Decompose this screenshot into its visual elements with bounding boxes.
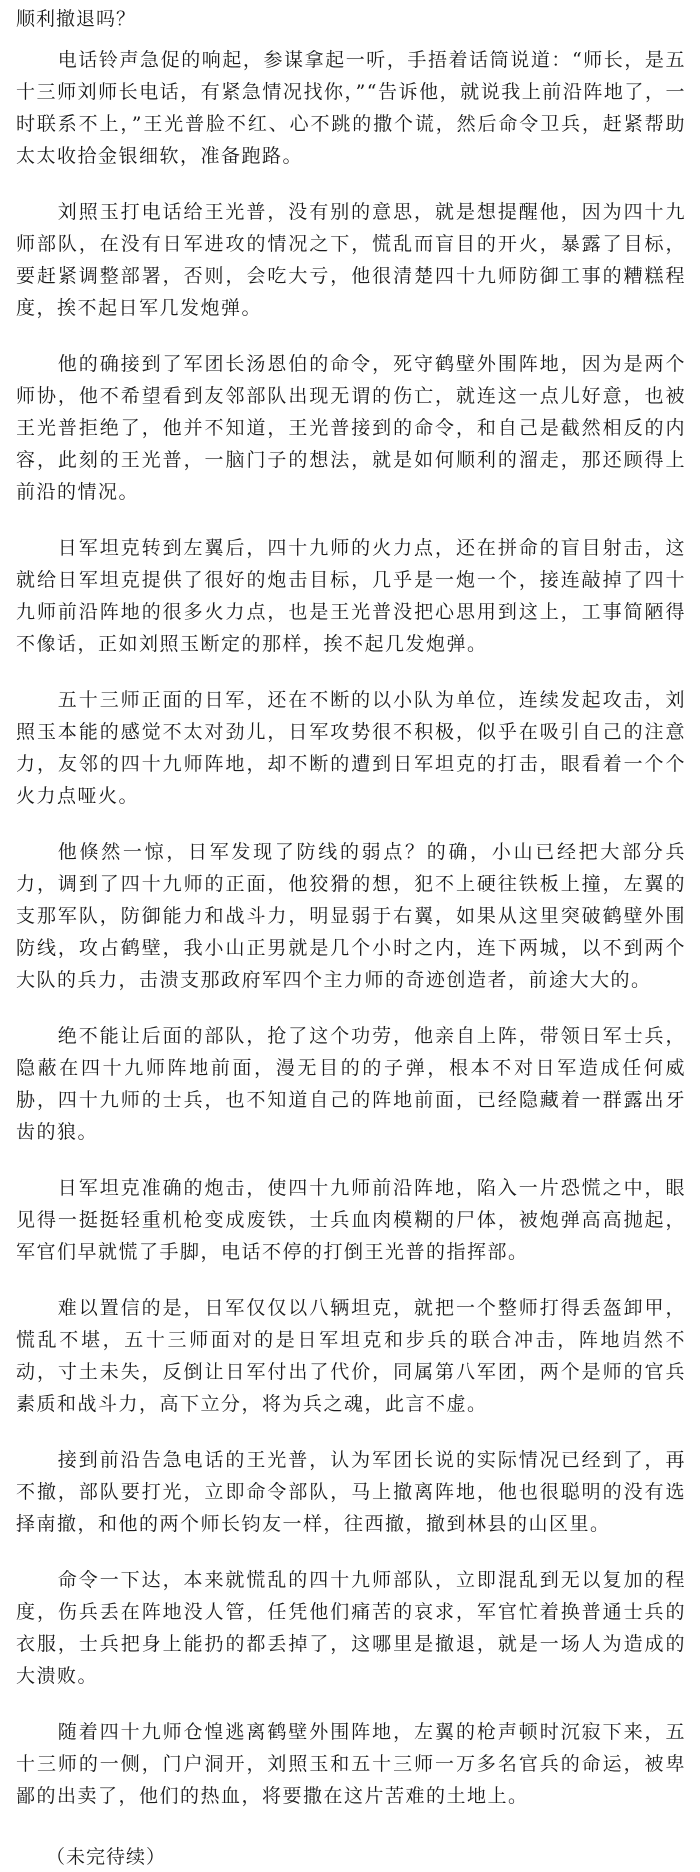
paragraph-8: 日军坦克准确的炮击，使四十九师前沿阵地，陷入一片恐慌之中，眼见得一挺挺轻重机枪变成废铁，士兵血肉模糊的尸体，被炮弹高高抛起，军官们早就慌了手脚，电话不停的打倒王光普的指挥部。 [16, 1177, 686, 1263]
paragraph-2: 刘照玉打电话给王光普，没有别的意思，就是想提醒他，因为四十九师部队，在没有日军进攻的情况之下，慌乱而盲目的开火，暴露了目标，要赶紧调整部署，否则，会吃大亏，他很清楚四十九师防御工事的糟糕程度，挨不起日军几发炮弹。 [16, 201, 686, 319]
paragraph-11: 命令一下达，本来就慌乱的四十九师部队，立即混乱到无以复加的程度，伤兵丢在阵地没人管，任凭他们痛苦的哀求，军官忙着换普通士兵的衣服，士兵把身上能扔的都丢掉了，这哪里是撤退，就是一场人为造成的大溃败。 [16, 1569, 686, 1687]
paragraph-12: 随着四十九师仓惶逃离鹤壁外围阵地，左翼的枪声顿时沉寂下来，五十三师的一侧，门户洞开，刘照玉和五十三师一万多名官兵的命运，被卑鄙的出卖了，他们的热血，将要撒在这片苦难的土地上。 [16, 1721, 686, 1807]
article-title: 顺利撤退吗？ [16, 8, 137, 30]
paragraph-3: 他的确接到了军团长汤恩伯的命令，死守鹤壁外围阵地，因为是两个师协，他不希望看到友邻部队出现无谓的伤亡，就连这一点儿好意，也被王光普拒绝了，他并不知道，王光普接到的命令，和自己是截然相反的内容，此刻的王光普，一脑门子的想法，就是如何顺利的溜走，那还顾得上前沿的情况。 [16, 353, 686, 503]
paragraph-7: 绝不能让后面的部队，抢了这个功劳，他亲自上阵，带领日军士兵，隐蔽在四十九师阵地前面，漫无目的的子弹，根本不对日军造成任何威胁，四十九师的士兵，也不知道自己的阵地前面，已经隐藏着一群露出牙齿的狼。 [16, 1025, 686, 1143]
paragraph-4: 日军坦克转到左翼后，四十九师的火力点，还在拼命的盲目射击，这就给日军坦克提供了很好的炮击目标，几乎是一炮一个，接连敲掉了四十九师前沿阵地的很多火力点，也是王光普没把心思用到这上，工事简陋得不像话，正如刘照玉断定的那样，挨不起几发炮弹。 [16, 537, 686, 655]
paragraph-6: 他倏然一惊，日军发现了防线的弱点？的确，小山已经把大部分兵力，调到了四十九师的正面，他狡猾的想，犯不上硬往铁板上撞，左翼的支那军队，防御能力和战斗力，明显弱于右翼，如果从这里突破鹤壁外围防线，攻占鹤壁，我小山正男就是几个小时之内，连下两城，以不到两个大队的兵力，击溃支那政府军四个主力师的奇迹创造者，前途大大的。 [16, 841, 686, 991]
paragraph-1: 电话铃声急促的响起，参谋拿起一听，手捂着话筒说道：“师长，是五十三师刘师长电话，有紧急情况找你，”“告诉他，就说我上前沿阵地了，一时联系不上，”王光普脸不红、心不跳的撒个谎，然后命令卫兵，赶紧帮助太太收拾金银细软，准备跑路。 [16, 49, 686, 167]
paragraph-9: 难以置信的是，日军仅仅以八辆坦克，就把一个整师打得丢盔卸甲，慌乱不堪，五十三师面对的是日军坦克和步兵的联合冲击，阵地岿然不动，寸土未失，反倒让日军付出了代价，同属第八军团，两个是师的官兵素质和战斗力，高下立分，将为兵之魂，此言不虚。 [16, 1297, 686, 1415]
to-be-continued-note: （未完待续） [46, 1846, 167, 1868]
paragraph-10: 接到前沿告急电话的王光普，认为军团长说的实际情况已经到了，再不撤，部队要打光，立即命令部队，马上撤离阵地，他也很聪明的没有选择南撤，和他的两个师长钧友一样，往西撤，撤到林县的山区里。 [16, 1449, 686, 1535]
paragraph-5: 五十三师正面的日军，还在不断的以小队为单位，连续发起攻击，刘照玉本能的感觉不太对劲儿，日军攻势很不积极，似乎在吸引自己的注意力，友邻的四十九师阵地，却不断的遭到日军坦克的打击，眼看着一个个火力点哑火。 [16, 689, 686, 807]
